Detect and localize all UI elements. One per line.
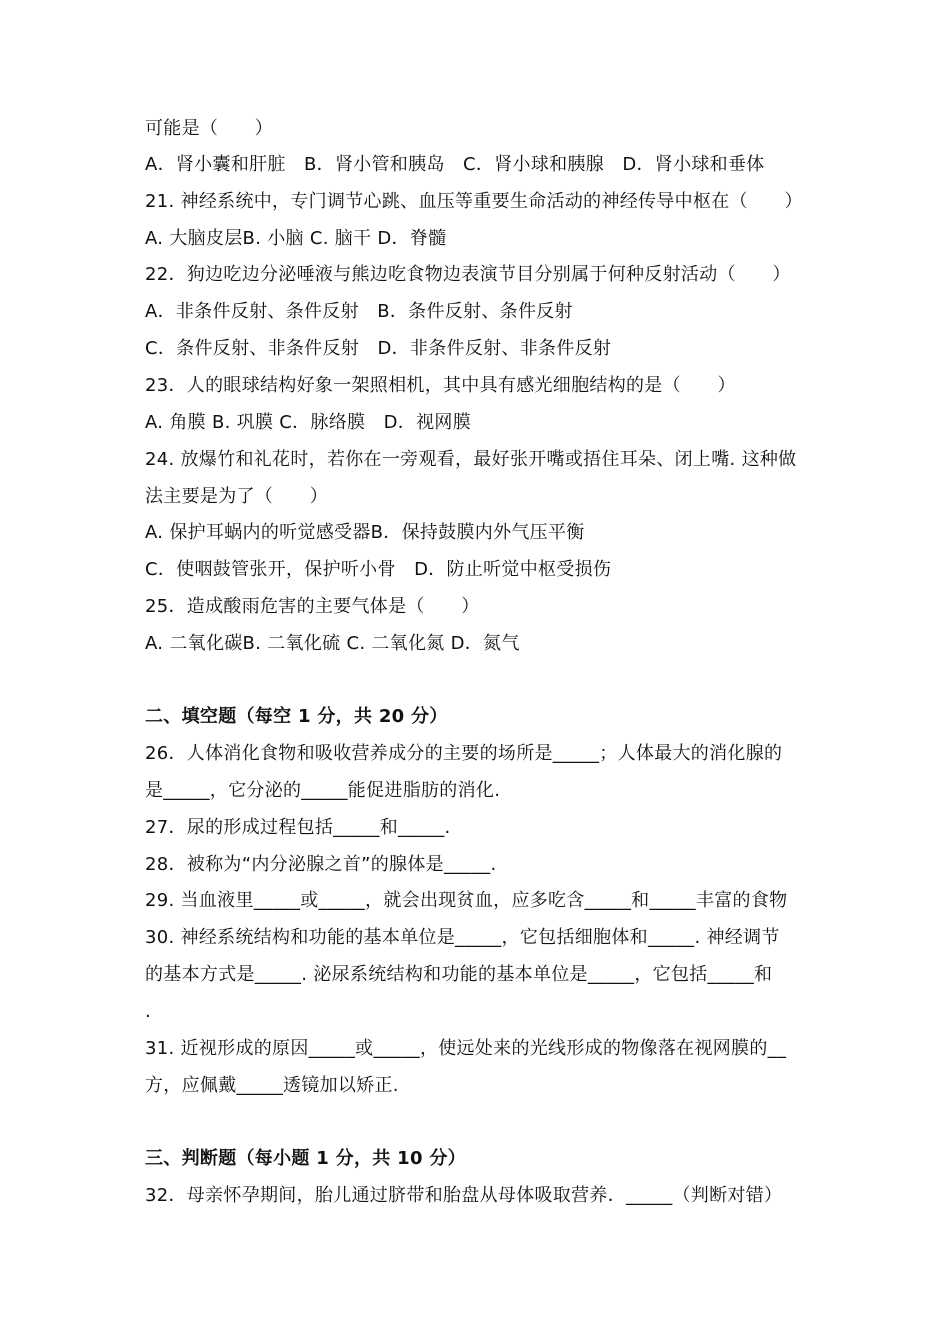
question-24-options-ab: A. 保护耳蜗内的听觉感受器B．保持鼓膜内外气压平衡 — [145, 522, 585, 543]
question-22-stem: 22．狗边吃边分泌唾液与熊边吃食物边表演节目分别属于何种反射活动（ ） — [145, 264, 791, 285]
question-31-line-1: 31. 近视形成的原因_____或_____，使远处来的光线形成的物像落在视网膜的__ — [145, 1038, 787, 1059]
question-24-stem-line-2: 法主要是为了（ ） — [145, 486, 328, 507]
question-24-stem-line-1: 24. 放爆竹和礼花时，若你在一旁观看，最好张开嘴或捂住耳朵、闭上嘴. 这种做 — [145, 449, 797, 470]
question-21-stem: 21. 神经系统中，专门调节心跳、血压等重要生命活动的神经传导中枢在（ ） — [145, 191, 803, 212]
question-23-options: A. 角膜 B. 巩膜 C．脉络膜 D．视网膜 — [145, 412, 472, 433]
question-30-line-3: . — [145, 1001, 152, 1022]
question-23-stem: 23．人的眼球结构好象一架照相机，其中具有感光细胞结构的是（ ） — [145, 375, 736, 396]
question-20-stem-end: 可能是（ ） — [145, 118, 274, 139]
question-21-options: A. 大脑皮层B. 小脑 C. 脑干 D．脊髓 — [145, 228, 447, 249]
section-3-heading: 三、判断题（每小题 1 分，共 10 分） — [145, 1148, 466, 1169]
question-26-line-1: 26．人体消化食物和吸收营养成分的主要的场所是_____；人体最大的消化腺的 — [145, 743, 783, 764]
question-30-line-2: 的基本方式是_____. 泌尿系统结构和功能的基本单位是_____，它包括_____和 — [145, 964, 773, 985]
question-25-stem: 25．造成酸雨危害的主要气体是（ ） — [145, 596, 480, 617]
section-2-heading: 二、填空题（每空 1 分，共 20 分） — [145, 706, 448, 727]
question-24-options-cd: C．使咽鼓管张开，保护听小骨 D．防止听觉中枢受损伤 — [145, 559, 612, 580]
question-29: 29. 当血液里_____或_____，就会出现贫血，应多吃含_____和_____丰富的食物 — [145, 890, 788, 911]
question-27: 27．尿的形成过程包括_____和_____. — [145, 817, 451, 838]
question-32: 32．母亲怀孕期间，胎儿通过脐带和胎盘从母体吸取营养．_____（判断对错） — [145, 1185, 783, 1206]
question-31-line-2: 方，应佩戴_____透镜加以矫正. — [145, 1075, 399, 1096]
question-30-line-1: 30. 神经系统结构和功能的基本单位是_____，它包括细胞体和_____. 神经调节 — [145, 927, 780, 948]
question-26-line-2: 是_____，它分泌的_____能促进脂肪的消化. — [145, 780, 501, 801]
question-20-options: A．肾小囊和肝脏 B．肾小管和胰岛 C．肾小球和胰腺 D．肾小球和垂体 — [145, 154, 765, 175]
question-25-options: A. 二氧化碳B. 二氧化硫 C. 二氧化氮 D．氮气 — [145, 633, 520, 654]
question-28: 28．被称为“内分泌腺之首”的腺体是_____. — [145, 854, 497, 875]
question-22-options-cd: C．条件反射、非条件反射 D．非条件反射、非条件反射 — [145, 338, 612, 359]
question-22-options-ab: A．非条件反射、条件反射 B．条件反射、条件反射 — [145, 301, 573, 322]
